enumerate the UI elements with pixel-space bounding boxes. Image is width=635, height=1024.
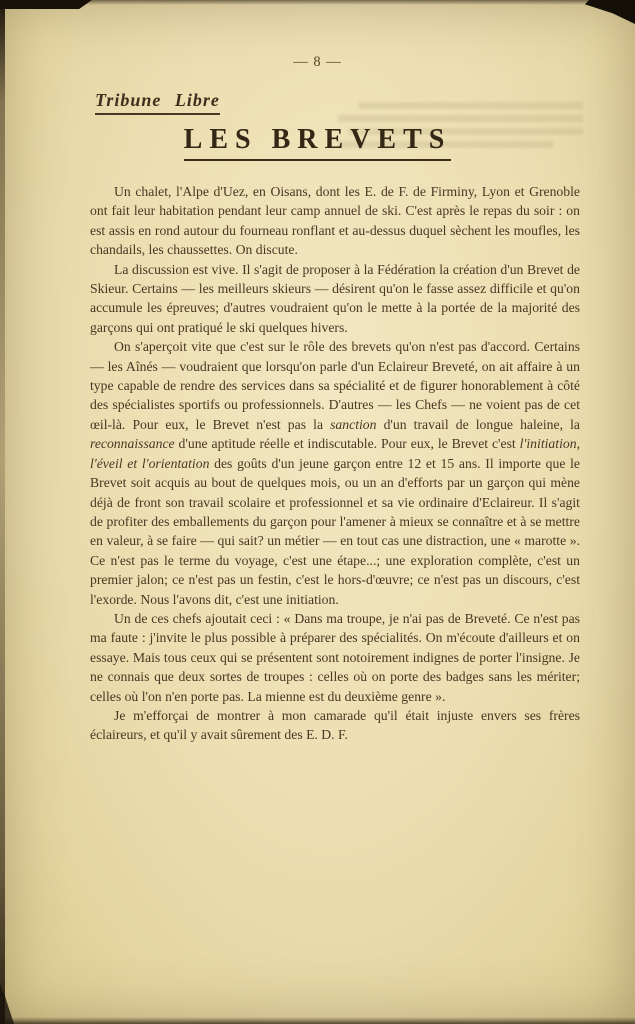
scan-corner-top-left <box>0 0 92 9</box>
text-run: Un de ces chefs ajoutait ceci : « Dans ma troupe, je n'ai pas de Breveté. Ce n'est pas ma faute : j'invite le plus possible à préparer des spécialités. On m'écoute d'ailleurs et on essaye. Mais tous ceux qui se présentent sont notoirement indignes de porter l'insigne. Je ne connais que deux sortes de troupes : celles où on porte des badges sans les mériter; celles où l'on n'en porte pas. La mienne est du deuxième genre ». <box>90 610 580 704</box>
paragraph <box>90 182 580 260</box>
text-run: On s'aperçoit vite que c'est sur le rôle des brevets qu'on n'est pas d'accord. Certains — les Aînés — voudraient que lorsqu'on parle d'un Eclaireur Breveté, on ait affaire à un type capable de rendre des services dans sa spécialité et de figurer honorablement à côté des spécialistes sportifs ou professionnels. D'autres — les Chefs — ne voient pas de cet œil-là. Pour eux, le Brevet n'est pas la <box>90 339 580 432</box>
page-number: — 8 — <box>293 54 342 70</box>
article-title: LES BREVETS <box>184 124 452 161</box>
scan-edge-top <box>0 0 635 5</box>
emphasized-text: sanction <box>330 416 377 432</box>
scan-corner-top-right <box>585 0 635 24</box>
text-run: d'un travail de longue haleine, la <box>376 416 580 432</box>
text-run: des goûts d'un jeune garçon entre 12 et 15 ans. Il importe que le Brevet soit acquis au bout de quelques mois, ou un an d'efforts par un garçon qui mène déjà de front son travail scolaire et professionnel et sa vie ordinaire d'Eclaireur. Il s'agit de profiter des emballements du garçon pour l'amener à mieux se connaître et à se mettre en valeur, à se faire — qui sait? un métier — en tout cas une distraction, une « marotte ». Ce n'est pas le terme du voyage, c'est une étape...; une exploration complète, c'est un premier jalon; ce n'est pas un festin, c'est le hors-d'œuvre; ce n'est pas un discours, c'est l'exorde. Nous l'avons dit, c'est une initiation. <box>90 455 580 607</box>
scan-corner-bottom-left <box>0 984 14 1024</box>
text-run: Je m'efforçai de montrer à mon camarade qu'il était injuste envers ses frères éclaireurs, et qu'il y avait sûrement des E. D. F. <box>90 707 580 743</box>
paragraph <box>90 260 580 338</box>
emphasized-text: reconnaissance <box>90 436 175 452</box>
rubric-heading: Tribune Libre <box>95 90 220 115</box>
text-run: Un chalet, l'Alpe d'Uez, en Oisans, dont les E. de F. de Firminy, Lyon et Grenoble ont fait leur habitation pendant leur camp annuel de ski. C'est après le repas du soir : on est assis en rond autour du fourneau ronflant et au-dessus duquel sèchent les moufles, les chandails, les chaussettes. On discute. <box>90 184 580 258</box>
paragraph <box>90 706 580 745</box>
paragraph <box>90 337 580 609</box>
text-run: La discussion est vive. Il s'agit de proposer à la Fédération la création d'un Brevet de Skieur. Certains — les meilleurs skieurs — désirent qu'on le fasse assez difficile et qu'on accumule les épreuves; d'autres voudraient qu'on le mette à la portée de la majorité des garçons qui ont pratiqué le ski quelques hivers. <box>90 261 580 335</box>
text-run: d'une aptitude réelle et indiscutable. Pour eux, le Brevet c'est <box>174 436 520 452</box>
scan-edge-bottom <box>0 1017 635 1024</box>
emphasized-text: l'initiation, l'éveil et l'orientation <box>90 436 580 471</box>
paragraph <box>90 609 580 706</box>
article-body <box>90 182 580 745</box>
